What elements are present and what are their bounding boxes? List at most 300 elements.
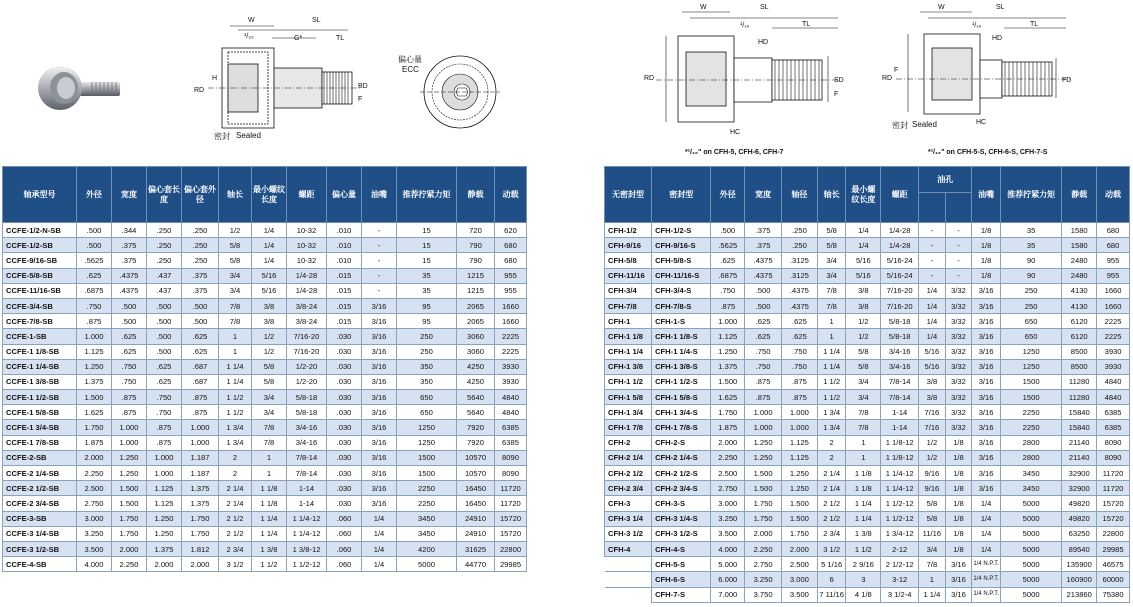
table-cell: CFH-3/4-S: [652, 283, 711, 298]
table-cell: CFH-3 1/4: [605, 511, 652, 526]
table-cell: 790: [457, 253, 495, 268]
table-cell: 2 1/4: [219, 496, 252, 511]
table-cell: 3/4: [846, 374, 881, 389]
table-cell: 4250: [457, 359, 495, 374]
table-cell: 1 1/4: [252, 511, 287, 526]
cfh-section-drawing: [642, 2, 852, 142]
table-cell: 7/16: [919, 405, 946, 420]
table-cell: 1.125: [147, 496, 182, 511]
table-cell: 16450: [457, 496, 495, 511]
table-cell: 2065: [457, 314, 495, 329]
table-cell: 1 3/4: [817, 420, 846, 435]
table-cell: 1 1/4: [219, 359, 252, 374]
table-row: [605, 541, 1130, 556]
table-cell: 1/4: [362, 511, 397, 526]
table-cell: 2 1/2: [817, 496, 846, 511]
table-cell: 1: [919, 572, 946, 587]
table-cell: .030: [327, 450, 362, 465]
table-cell: -: [945, 238, 972, 253]
cfh-spec-table: [604, 166, 1130, 603]
ccfe-spec-table: [2, 166, 527, 572]
table-cell: .750: [711, 283, 745, 298]
table-cell: 2.000: [782, 541, 818, 556]
table-cell: 1 1/4-12: [881, 466, 919, 481]
col-header: 无密封型: [605, 167, 652, 223]
table-cell: 3.000: [711, 496, 745, 511]
table-row: [3, 253, 527, 268]
table-cell: 32900: [1062, 481, 1097, 496]
table-cell: 1-14: [287, 496, 327, 511]
table-cell: 1.750: [782, 526, 818, 541]
table-cell: 15720: [495, 511, 527, 526]
dim-w-label: W: [248, 17, 255, 24]
table-cell: 4840: [495, 405, 527, 420]
table-cell: 1 1/8: [252, 481, 287, 496]
table-cell: -: [945, 268, 972, 283]
table-cell: 63250: [1062, 526, 1097, 541]
table-cell: 75380: [1097, 587, 1130, 602]
table-cell: .060: [327, 526, 362, 541]
col-header: 轴长: [817, 167, 846, 223]
table-cell: 1.375: [711, 359, 745, 374]
table-cell: 3/8-24: [287, 298, 327, 313]
col-header: 偏心套外径: [182, 167, 219, 223]
table-cell: 1/8: [972, 223, 1001, 238]
table-cell: .4375: [112, 283, 147, 298]
table-cell: 7/8: [252, 420, 287, 435]
table-row: [605, 268, 1130, 283]
table-cell: CCFE-2 3/4-SB: [3, 496, 77, 511]
col-header: 最小螺纹长度: [846, 167, 881, 223]
table-cell: 35: [397, 283, 457, 298]
table-cell: 3/4: [252, 405, 287, 420]
table-cell: 3/16: [362, 390, 397, 405]
table-cell: 4 1/8: [846, 587, 881, 602]
col-header: 最小螺纹长度: [252, 167, 287, 223]
table-cell: 250: [397, 329, 457, 344]
table-cell: 7.000: [711, 587, 745, 602]
table-cell: 1/8: [945, 450, 972, 465]
table-cell: 3060: [457, 329, 495, 344]
table-cell: .3125: [782, 253, 818, 268]
table-cell: 6.000: [711, 572, 745, 587]
table-cell: .875: [147, 420, 182, 435]
table-cell: 3/16: [972, 329, 1001, 344]
table-cell: 3/8: [252, 298, 287, 313]
table-cell: 1.750: [112, 511, 147, 526]
col-header: 偏心套长度: [147, 167, 182, 223]
table-cell: 3/16: [945, 572, 972, 587]
table-cell: 15720: [495, 526, 527, 541]
table-cell: 3/32: [945, 405, 972, 420]
right-figure-caption: *¹/₁₆" on CFH-5-S, CFH-6-S, CFH-7-S: [928, 149, 1048, 156]
table-cell: 1/4: [252, 238, 287, 253]
ecc-label: ECC: [402, 65, 419, 74]
table-cell: 3/16: [362, 435, 397, 450]
table-cell: 7920: [457, 420, 495, 435]
table-row: [3, 344, 527, 359]
table-cell: 3/16: [972, 450, 1001, 465]
table-cell: 1/2-20: [287, 359, 327, 374]
table-cell: CFH-1 3/4: [605, 405, 652, 420]
table-cell: .875: [782, 374, 818, 389]
col-subheader: [945, 193, 972, 223]
table-cell: 3/16: [362, 481, 397, 496]
table-cell: 1250: [1000, 344, 1061, 359]
table-cell: 3/16: [362, 405, 397, 420]
table-row: [605, 481, 1130, 496]
table-cell: 1 1/4: [919, 587, 946, 602]
table-cell: .250: [147, 253, 182, 268]
table-cell: .875: [112, 390, 147, 405]
table-cell: 1/4: [252, 253, 287, 268]
table-row: [3, 390, 527, 405]
table-cell: CFH-3 1/4-S: [652, 511, 711, 526]
table-cell: 1 1/4-12: [881, 481, 919, 496]
table-cell: 7/16-20: [287, 329, 327, 344]
table-cell: 6385: [1097, 420, 1130, 435]
table-cell: 10-32: [287, 238, 327, 253]
table-cell: CCFE-4-SB: [3, 557, 77, 572]
table-cell: 1/4: [846, 238, 881, 253]
table-cell: 1.500: [711, 374, 745, 389]
table-cell: .875: [711, 298, 745, 313]
table-cell: CFH-2: [605, 435, 652, 450]
table-cell: 3/16: [972, 374, 1001, 389]
table-row: [605, 283, 1130, 298]
table-cell: 60000: [1097, 572, 1130, 587]
table-cell: .750: [745, 344, 782, 359]
table-cell: .375: [745, 238, 782, 253]
table-cell: -: [919, 223, 946, 238]
table-cell: 95: [397, 298, 457, 313]
table-cell: 3/4-16: [881, 359, 919, 374]
table-cell: 90: [1000, 253, 1061, 268]
table-cell: 3/8: [252, 314, 287, 329]
table-cell: 2.750: [77, 496, 112, 511]
table-cell: 5/8-18: [881, 329, 919, 344]
table-cell: 1.187: [182, 466, 219, 481]
table-cell: 1 1/8-12: [881, 450, 919, 465]
table-row: [3, 223, 527, 238]
table-cell: 3/16: [945, 587, 972, 602]
col-header: 轴承型号: [3, 167, 77, 223]
table-cell: .4375: [745, 268, 782, 283]
table-cell: 5640: [457, 405, 495, 420]
table-cell: .750: [147, 405, 182, 420]
table-cell: 3.250: [77, 526, 112, 541]
table-cell: 5640: [457, 390, 495, 405]
table-cell: 29985: [1097, 541, 1130, 556]
table-cell: 1.750: [745, 496, 782, 511]
table-row: [3, 359, 527, 374]
table-cell: 5000: [1000, 496, 1061, 511]
right-tl-label: TL: [1030, 21, 1039, 28]
table-cell: 1660: [495, 298, 527, 313]
table-cell: CCFE-3 1/2-SB: [3, 541, 77, 556]
table-cell: 3.500: [782, 587, 818, 602]
table-cell: 7/8-14: [287, 450, 327, 465]
table-cell: 3.250: [711, 511, 745, 526]
table-cell: 5 1/16: [817, 557, 846, 572]
table-cell: 1: [252, 466, 287, 481]
table-cell: 7920: [457, 435, 495, 450]
table-cell: 7/16-20: [881, 283, 919, 298]
table-cell: CCFE-5/8-SB: [3, 268, 77, 283]
table-cell: 5/16: [252, 283, 287, 298]
table-cell: 1/4-28: [881, 223, 919, 238]
table-cell: 1/8: [972, 253, 1001, 268]
dim-bd-label: BD: [358, 83, 368, 90]
mid-w-label: W: [700, 4, 707, 11]
table-cell: 3930: [495, 374, 527, 389]
table-cell: .875: [112, 405, 147, 420]
table-cell: .4375: [782, 283, 818, 298]
table-cell: 5/8: [846, 344, 881, 359]
col-header: 偏心量: [327, 167, 362, 223]
table-cell: 2225: [495, 344, 527, 359]
table-cell: 2.500: [711, 466, 745, 481]
table-cell: 2 3/4: [817, 526, 846, 541]
table-cell: 1.000: [112, 420, 147, 435]
table-cell: 250: [397, 344, 457, 359]
table-cell: 5/16: [919, 359, 946, 374]
table-cell: 2 1/2: [219, 526, 252, 541]
table-cell: 1.000: [745, 420, 782, 435]
table-cell: CFH-2 3/4: [605, 481, 652, 496]
table-cell: 1/4 N.P.T.: [972, 587, 1001, 602]
table-row: [3, 314, 527, 329]
table-cell: -: [945, 223, 972, 238]
table-cell: 2.000: [147, 557, 182, 572]
table-cell: -: [362, 253, 397, 268]
table-cell: 1/4: [972, 526, 1001, 541]
table-cell: CFH-1 3/8-S: [652, 359, 711, 374]
table-cell: 2250: [397, 496, 457, 511]
table-cell: 1 3/4: [219, 435, 252, 450]
table-cell: 6385: [1097, 405, 1130, 420]
col-header: 轴径: [782, 167, 818, 223]
table-cell: 1-14: [881, 420, 919, 435]
table-cell: 650: [397, 390, 457, 405]
table-cell: 1.625: [711, 390, 745, 405]
table-cell: CFH-3 1/2-S: [652, 526, 711, 541]
table-cell: .875: [77, 314, 112, 329]
table-cell: 4840: [1097, 374, 1130, 389]
table-cell: 1.750: [77, 420, 112, 435]
table-cell: 35: [1000, 223, 1061, 238]
table-cell: CCFE-2-SB: [3, 450, 77, 465]
table-cell: CCFE-3-SB: [3, 511, 77, 526]
table-cell: 5/8: [252, 359, 287, 374]
table-cell: .375: [112, 238, 147, 253]
table-cell: CFH-3: [605, 496, 652, 511]
table-cell: .875: [182, 405, 219, 420]
table-cell: 1500: [397, 466, 457, 481]
table-cell: .030: [327, 435, 362, 450]
table-cell: .250: [782, 238, 818, 253]
table-cell: .625: [745, 314, 782, 329]
table-cell: .030: [327, 466, 362, 481]
table-cell: 4130: [1062, 298, 1097, 313]
mid-hc-label: HC: [730, 129, 741, 136]
table-cell: 2.250: [77, 466, 112, 481]
table-cell: .6875: [711, 268, 745, 283]
table-cell: 1/8: [945, 496, 972, 511]
dim-tl-label: TL: [336, 35, 345, 42]
table-cell: CCFE-3 1/4-SB: [3, 526, 77, 541]
table-cell: 44770: [457, 557, 495, 572]
table-cell: CFH-7-S: [652, 587, 711, 602]
table-cell: .625: [182, 344, 219, 359]
col-header: 轴长: [219, 167, 252, 223]
table-cell: .500: [147, 314, 182, 329]
table-row: [3, 466, 527, 481]
table-row: [3, 268, 527, 283]
table-cell: 1 1/4: [846, 511, 881, 526]
table-cell: 1/4 N.P.T.: [972, 572, 1001, 587]
table-cell: 7/8-14: [287, 466, 327, 481]
table-cell: -: [362, 223, 397, 238]
table-cell: 2.000: [182, 557, 219, 572]
table-cell: 2065: [457, 298, 495, 313]
table-cell: 11720: [495, 496, 527, 511]
table-cell: 1/8: [945, 526, 972, 541]
table-cell: 1 1/8: [846, 481, 881, 496]
table-cell: 1 3/8-12: [287, 541, 327, 556]
table-cell: .030: [327, 359, 362, 374]
table-row: [3, 481, 527, 496]
table-cell: 1.125: [711, 329, 745, 344]
table-cell: 15: [397, 238, 457, 253]
table-cell: 3: [846, 572, 881, 587]
table-cell: 35: [397, 268, 457, 283]
table-row: [605, 329, 1130, 344]
table-cell: .015: [327, 314, 362, 329]
table-cell: 1.000: [711, 314, 745, 329]
table-cell: 89540: [1062, 541, 1097, 556]
dim-f-label: F: [358, 96, 363, 103]
table-cell: 1/4-28: [287, 268, 327, 283]
product-photo: [24, 58, 124, 118]
table-cell: 1.875: [711, 420, 745, 435]
table-cell: 2.250: [112, 557, 147, 572]
table-cell: [605, 572, 652, 587]
table-cell: .250: [182, 238, 219, 253]
table-cell: .060: [327, 541, 362, 556]
table-cell: CFH-4-S: [652, 541, 711, 556]
table-cell: 3.500: [77, 541, 112, 556]
table-cell: .625: [782, 329, 818, 344]
table-cell: .250: [182, 223, 219, 238]
table-cell: .500: [745, 283, 782, 298]
table-cell: .875: [745, 390, 782, 405]
table-cell: 1: [817, 329, 846, 344]
col-header: 密封型: [652, 167, 711, 223]
table-cell: -: [919, 268, 946, 283]
table-cell: 2800: [1000, 435, 1061, 450]
ccfe-section-drawing: [188, 8, 370, 140]
table-cell: 7 11/16: [817, 587, 846, 602]
table-cell: CFH-3 1/2: [605, 526, 652, 541]
right-seal-label: Sealed: [912, 120, 937, 129]
table-cell: 3/16: [362, 466, 397, 481]
table-cell: 3 1/2-4: [881, 587, 919, 602]
table-cell: 8090: [495, 450, 527, 465]
table-cell: 5000: [1000, 541, 1061, 556]
table-cell: 1 1/4: [817, 344, 846, 359]
table-cell: 3/8-24: [287, 314, 327, 329]
table-cell: 5/8-18: [881, 314, 919, 329]
table-cell: 5/8: [919, 511, 946, 526]
table-cell: 3/16: [972, 359, 1001, 374]
table-cell: 24910: [457, 526, 495, 541]
table-cell: .250: [182, 253, 219, 268]
table-cell: 9/16: [919, 466, 946, 481]
table-cell: 8500: [1062, 359, 1097, 374]
table-cell: 3/16: [972, 390, 1001, 405]
table-cell: 2: [219, 466, 252, 481]
table-cell: 3/16: [945, 557, 972, 572]
table-cell: .4375: [782, 298, 818, 313]
table-cell: 1.250: [782, 481, 818, 496]
table-cell: .750: [147, 390, 182, 405]
table-cell: 1 1/4: [846, 496, 881, 511]
table-row: [3, 420, 527, 435]
col-header: 螺距: [881, 167, 919, 223]
table-cell: 2: [219, 450, 252, 465]
table-cell: .015: [327, 283, 362, 298]
table-cell: 3/32: [945, 344, 972, 359]
table-cell: 1.500: [77, 390, 112, 405]
table-cell: 3/4: [219, 283, 252, 298]
table-cell: 3.000: [782, 572, 818, 587]
table-cell: 2-12: [881, 541, 919, 556]
table-cell: 1/8: [945, 466, 972, 481]
table-cell: CFH-2 1/2-S: [652, 466, 711, 481]
table-cell: .015: [327, 268, 362, 283]
table-row: [3, 405, 527, 420]
table-cell: 8090: [1097, 450, 1130, 465]
table-cell: 2.250: [745, 541, 782, 556]
table-cell: 5000: [1000, 511, 1061, 526]
table-cell: CFH-2 1/4: [605, 450, 652, 465]
table-cell: 3/16: [362, 344, 397, 359]
table-cell: 1.375: [147, 541, 182, 556]
table-cell: 1/4: [972, 541, 1001, 556]
table-row: [3, 298, 527, 313]
table-cell: 1 1/8: [252, 496, 287, 511]
table-cell: 3/16: [972, 420, 1001, 435]
table-cell: 3/4-16: [287, 420, 327, 435]
table-row: [3, 557, 527, 572]
table-cell: 5000: [1000, 526, 1061, 541]
table-row: [3, 435, 527, 450]
table-cell: CFH-3-S: [652, 496, 711, 511]
table-cell: CFH-9/16-S: [652, 238, 711, 253]
table-cell: 5/8-18: [287, 390, 327, 405]
table-cell: 4.000: [711, 541, 745, 556]
table-cell: 1.750: [745, 511, 782, 526]
table-cell: 1 1/4-12: [287, 526, 327, 541]
col-header: 油孔: [919, 167, 972, 193]
table-cell: CCFE-2 1/4-SB: [3, 466, 77, 481]
col-header: 油嘴: [972, 167, 1001, 223]
table-cell: 3/4: [846, 390, 881, 405]
table-cell: 1.250: [77, 359, 112, 374]
table-cell: .250: [147, 238, 182, 253]
table-cell: 1.000: [112, 435, 147, 450]
